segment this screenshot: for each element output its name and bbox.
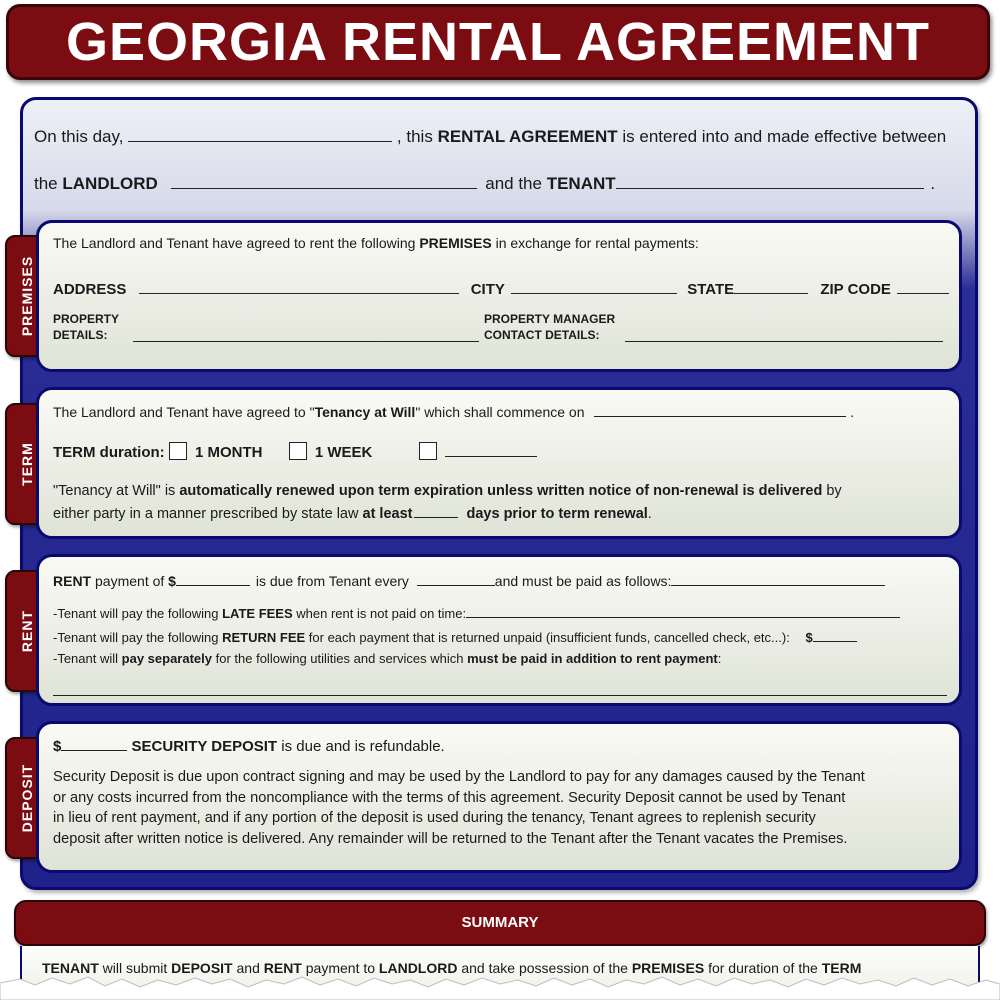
deposit-terms-line: Security Deposit is due upon contract signing and may be used by the Landlord to pay for any damages caused by the Tenant <box>53 769 865 785</box>
text: PROPERTY MANAGER <box>484 312 616 326</box>
term-renewal-line-2 <box>53 503 652 522</box>
text: and take possession of the <box>461 960 628 976</box>
text: RENT <box>263 960 302 976</box>
zip-field[interactable] <box>897 279 949 294</box>
zip-label: ZIP CODE <box>820 281 891 298</box>
tab-label: PREMISES <box>19 255 35 337</box>
term-renewal-line-1 <box>53 483 842 499</box>
deposit-amount-field[interactable] <box>61 736 127 751</box>
text: " which shall commence on <box>415 404 585 420</box>
intro-text: the <box>34 174 58 193</box>
intro-text: and the <box>485 174 542 193</box>
text: LANDLORD <box>378 960 458 976</box>
tab-label: DEPOSIT <box>19 763 35 833</box>
premises-lead <box>53 235 699 251</box>
property-details-label <box>53 311 119 343</box>
text: -Tenant will <box>53 651 119 666</box>
return-fee-field[interactable] <box>813 627 857 642</box>
tenant-field[interactable] <box>616 174 924 189</box>
intro-text: On this day, <box>34 127 124 146</box>
month-checkbox[interactable] <box>169 442 187 460</box>
city-field[interactable] <box>511 279 677 294</box>
intro-bold: RENTAL AGREEMENT <box>437 127 618 146</box>
week-label: 1 WEEK <box>314 444 373 461</box>
intro-text: is entered into and made effective between <box>622 127 947 146</box>
text: $ <box>168 573 176 589</box>
text: RENT <box>53 573 92 589</box>
intro-line-1 <box>34 127 946 147</box>
text: Tenancy at Will <box>314 404 416 420</box>
term-panel <box>36 387 962 539</box>
text: TENANT <box>42 960 99 976</box>
deposit-terms-line: in lieu of rent payment, and if any portion of the deposit is used during the tenancy, Tenant agrees to replenish security <box>53 810 816 826</box>
property-details-field[interactable] <box>133 327 479 342</box>
text: . <box>647 506 652 522</box>
address-row <box>53 279 949 298</box>
deposit-terms-line: deposit after written notice is delivered. Any remainder will be returned to the Tenant after the Tenant vacates the Premises. <box>53 830 848 847</box>
text: at least <box>362 506 413 522</box>
text: . <box>850 404 855 420</box>
manager-contact-field[interactable] <box>625 327 943 342</box>
deposit-amount-row <box>53 736 445 755</box>
text: PROPERTY <box>53 312 120 326</box>
text: LATE FEES <box>222 606 293 621</box>
text: will submit <box>102 960 168 976</box>
utilities-field[interactable] <box>53 681 947 696</box>
landlord-label: LANDLORD <box>62 174 158 193</box>
text: for each payment that is returned unpaid (insufficient funds, cancelled check, etc...): <box>308 630 790 645</box>
address-field[interactable] <box>139 279 459 294</box>
tenant-label: TENANT <box>546 174 616 193</box>
late-fees-field[interactable] <box>466 603 900 618</box>
days-field[interactable] <box>414 503 458 518</box>
intro-text: . <box>930 174 936 193</box>
rent-amount-row <box>53 571 885 589</box>
text: by <box>826 483 842 499</box>
term-duration-row <box>53 442 537 461</box>
text: payment of <box>95 573 165 589</box>
text: TERM <box>821 960 862 976</box>
intro-line-2 <box>34 174 935 194</box>
text: PREMISES <box>419 235 492 251</box>
other-term-field[interactable] <box>445 442 537 457</box>
rent-panel <box>36 554 962 706</box>
tab-label: TERM <box>19 442 35 486</box>
address-label: ADDRESS <box>53 281 127 298</box>
text: RETURN FEE <box>222 630 306 645</box>
summary-text <box>42 960 861 976</box>
text: either party in a manner prescribed by state law <box>53 506 359 522</box>
text: for duration of the <box>708 960 818 976</box>
summary-title: SUMMARY <box>461 914 539 931</box>
text: days prior to term renewal <box>466 506 648 522</box>
text: when rent is not paid on time: <box>296 606 467 621</box>
deposit-terms-line: or any costs incurred from the noncompliance with the terms of this agreement. Security Deposit cannot be used by Tenant <box>53 789 846 806</box>
commence-date-field[interactable] <box>594 402 846 417</box>
text: is due from Tenant every <box>255 573 409 589</box>
other-checkbox[interactable] <box>419 442 437 460</box>
state-label: STATE <box>687 281 735 298</box>
text: DETAILS: <box>53 328 108 342</box>
document-title: GEORGIA RENTAL AGREEMENT <box>65 12 931 72</box>
month-label: 1 MONTH <box>195 444 263 461</box>
text: and <box>236 960 260 976</box>
torn-edge <box>0 975 1000 1000</box>
landlord-field[interactable] <box>171 174 477 189</box>
intro-text: , this <box>396 127 433 146</box>
text: $ <box>53 738 62 755</box>
text: must be paid in addition to rent payment <box>467 651 718 666</box>
text: for the following utilities and services which <box>215 651 464 666</box>
text: PREMISES <box>631 960 705 976</box>
city-label: CITY <box>470 281 505 298</box>
text: $ <box>805 630 813 645</box>
date-field[interactable] <box>128 127 392 142</box>
term-lead <box>53 402 854 420</box>
text: The Landlord and Tenant have agreed to rent the following <box>53 235 416 251</box>
late-fees-row <box>53 603 900 621</box>
text: "Tenancy at Will" is <box>53 483 176 499</box>
payment-method-field[interactable] <box>671 571 885 586</box>
text: SECURITY DEPOSIT <box>131 738 278 755</box>
text: payment to <box>305 960 376 976</box>
rent-frequency-field[interactable] <box>417 571 495 586</box>
premises-panel <box>36 220 962 372</box>
utilities-row <box>53 651 721 666</box>
text: : <box>717 651 722 666</box>
rent-amount-field[interactable] <box>176 571 250 586</box>
tab-label: RENT <box>19 609 35 653</box>
text: and must be paid as follows: <box>494 573 672 589</box>
week-checkbox[interactable] <box>289 442 307 460</box>
text: -Tenant will pay the following <box>53 630 219 645</box>
term-duration-label: TERM duration: <box>53 444 165 461</box>
text: is due and is refundable. <box>281 738 445 755</box>
text: -Tenant will pay the following <box>53 606 219 621</box>
summary-header <box>14 900 986 946</box>
text: automatically renewed upon term expiration unless written notice of non-renewal is delivered <box>179 483 823 499</box>
text: pay separately <box>121 651 212 666</box>
deposit-panel <box>36 721 962 873</box>
title-banner <box>6 4 990 80</box>
text: in exchange for rental payments: <box>495 235 699 251</box>
text: DEPOSIT <box>171 960 233 976</box>
state-field[interactable] <box>734 279 808 294</box>
manager-contact-label <box>484 311 615 343</box>
deposit-terms <box>53 767 865 849</box>
text: CONTACT DETAILS: <box>484 328 600 342</box>
text: The Landlord and Tenant have agreed to " <box>53 404 315 420</box>
return-fee-row <box>53 627 857 645</box>
